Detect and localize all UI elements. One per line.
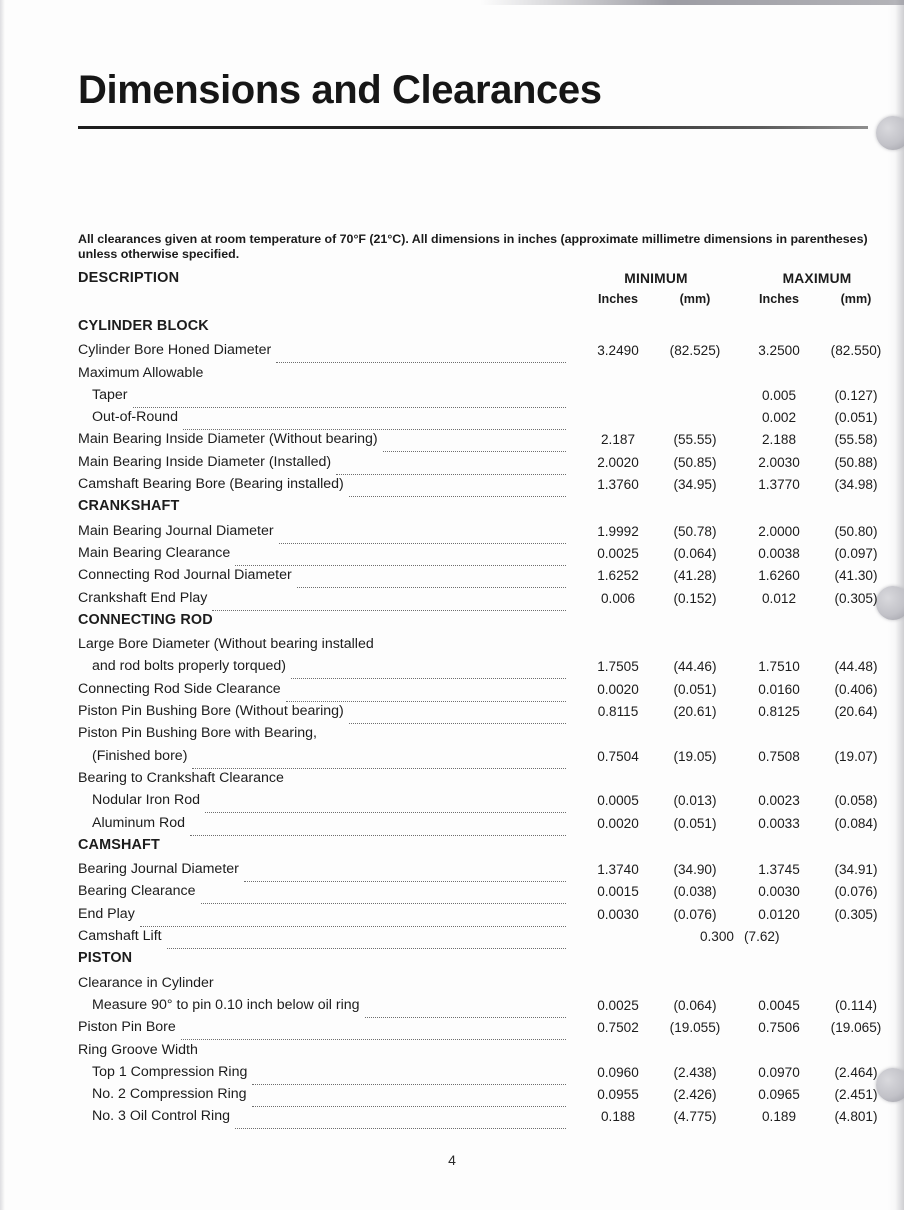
column-header-minimum: MINIMUM — [624, 271, 688, 286]
value-min-mm: (0.038) — [673, 884, 717, 900]
row-label: Bearing Journal Diameter — [78, 861, 239, 878]
value-min-inches: 2.0020 — [597, 454, 639, 470]
table-row — [78, 543, 878, 565]
table-section-heading: CAMSHAFT — [78, 836, 160, 853]
row-label: End Play — [78, 905, 135, 922]
value-max-inches: 0.012 — [761, 590, 797, 606]
value-max-inches: 1.3770 — [758, 477, 800, 493]
value-max-mm: (34.98) — [834, 477, 878, 493]
row-label: Camshaft Lift — [78, 928, 162, 945]
value-min-mm: (34.95) — [673, 477, 717, 493]
value-inches: 0.300 — [699, 929, 734, 945]
value-min-inches: 0.8115 — [597, 704, 639, 720]
value-min-inches: 0.0020 — [597, 681, 639, 697]
value-min-inches: 0.0020 — [597, 815, 639, 831]
value-max-inches: 0.0965 — [758, 1087, 800, 1103]
row-label: Cylinder Bore Honed Diameter — [78, 342, 272, 359]
value-max-mm: (34.91) — [834, 862, 878, 878]
value-max-inches: 0.0160 — [758, 681, 800, 697]
units-note: All clearances given at room temperature of 70°F (21°C). All dimensions in inches (approximate millimetre dimensions in parentheses) unless otherwise specified. — [78, 232, 868, 261]
value-max-mm: (41.30) — [834, 568, 878, 584]
column-header-min-mm: (mm) — [679, 292, 711, 306]
value-max-mm: (19.07) — [834, 748, 878, 764]
table-row — [78, 813, 878, 835]
table-row — [78, 1062, 878, 1084]
value-max-mm: (0.406) — [834, 681, 878, 697]
table-row — [78, 1084, 878, 1106]
binding-hole-mark — [876, 116, 904, 150]
value-max-mm: (50.80) — [834, 523, 878, 539]
row-label: Maximum Allowable — [78, 364, 204, 381]
table-row — [78, 521, 878, 543]
table-row — [78, 340, 882, 362]
table-row — [78, 679, 878, 701]
table-section-heading: PISTON — [78, 950, 133, 967]
value-min-inches: 0.188 — [600, 1109, 636, 1125]
value-max-inches: 0.0023 — [758, 793, 800, 809]
title-divider — [78, 126, 868, 129]
row-label: Measure 90° to pin 0.10 inch below oil ring — [92, 996, 360, 1013]
table-row — [78, 363, 871, 385]
table-row — [78, 701, 878, 723]
value-mm: (7.62) — [744, 929, 780, 945]
value-max-mm: (50.88) — [834, 454, 878, 470]
table-section-heading: CRANKSHAFT — [78, 498, 180, 515]
value-max-inches: 0.002 — [761, 410, 797, 426]
row-label: and rod bolts properly torqued) — [92, 658, 287, 675]
value-max-mm: (0.097) — [834, 545, 878, 561]
value-min-mm: (0.051) — [673, 815, 717, 831]
value-min-inches: 3.2490 — [597, 343, 639, 359]
value-max-mm: (2.451) — [834, 1087, 878, 1103]
value-max-mm: (0.305) — [834, 906, 878, 922]
table-row — [78, 1040, 871, 1062]
value-min-mm: (50.78) — [673, 523, 717, 539]
value-max-inches: 0.0030 — [758, 884, 800, 900]
value-max-mm: (0.305) — [834, 590, 878, 606]
value-max-mm: (0.084) — [834, 815, 878, 831]
value-max-inches: 1.3745 — [758, 862, 800, 878]
row-label: Camshaft Bearing Bore (Bearing installed) — [78, 476, 344, 493]
value-max-inches: 1.7510 — [758, 659, 800, 675]
row-label: No. 2 Compression Ring — [92, 1086, 247, 1103]
value-min-mm: (19.055) — [669, 1020, 721, 1036]
row-label: Aluminum Rod — [92, 814, 186, 831]
value-max-inches: 0.0045 — [758, 997, 800, 1013]
column-header-description: DESCRIPTION — [78, 270, 180, 286]
value-min-mm: (4.775) — [673, 1109, 717, 1125]
value-max-inches: 0.005 — [761, 387, 797, 403]
page-title: Dimensions and Clearances — [78, 68, 602, 112]
row-label: Piston Pin Bushing Bore (Without bearing) — [78, 703, 344, 720]
table-row — [78, 768, 871, 790]
value-min-mm: (41.28) — [673, 568, 717, 584]
value-min-inches: 0.0025 — [597, 997, 639, 1013]
table-section-heading: CONNECTING ROD — [78, 611, 213, 628]
table-row — [78, 723, 871, 745]
row-label: Connecting Rod Journal Diameter — [78, 567, 292, 584]
table-row — [78, 385, 878, 407]
row-label: Bearing to Crankshaft Clearance — [78, 769, 284, 786]
table-row — [78, 407, 878, 429]
value-min-mm: (0.013) — [673, 793, 717, 809]
value-min-mm: (55.55) — [673, 432, 717, 448]
value-min-mm: (82.525) — [669, 343, 721, 359]
value-max-mm: (0.076) — [834, 884, 878, 900]
value-min-inches: 1.6252 — [597, 568, 639, 584]
table-row — [78, 1106, 878, 1128]
value-max-mm: (19.065) — [830, 1020, 882, 1036]
value-max-inches: 2.188 — [761, 432, 797, 448]
value-max-mm: (55.58) — [834, 432, 878, 448]
table-row — [78, 859, 878, 881]
value-min-mm: (20.61) — [673, 704, 717, 720]
value-min-inches: 1.3760 — [597, 477, 639, 493]
value-max-inches: 2.0000 — [758, 523, 800, 539]
row-label: Bearing Clearance — [78, 883, 196, 900]
value-max-mm: (82.550) — [830, 343, 882, 359]
value-min-inches: 1.3740 — [597, 862, 639, 878]
value-min-inches: 0.7504 — [597, 748, 639, 764]
value-min-mm: (2.438) — [673, 1064, 717, 1080]
value-max-inches: 2.0030 — [758, 454, 800, 470]
table-row — [78, 429, 878, 451]
value-max-inches: 3.2500 — [758, 343, 800, 359]
value-max-inches: 0.8125 — [758, 704, 800, 720]
value-max-mm: (2.464) — [834, 1064, 878, 1080]
value-max-inches: 0.0038 — [758, 545, 800, 561]
table-body — [78, 316, 882, 1129]
value-min-inches: 1.9992 — [597, 523, 639, 539]
value-max-inches: 1.6260 — [758, 568, 800, 584]
page-number: 4 — [448, 1152, 456, 1168]
row-label: Clearance in Cylinder — [78, 974, 214, 991]
table-row — [78, 995, 878, 1017]
value-max-mm: (0.114) — [834, 997, 878, 1013]
row-label: Piston Pin Bushing Bore with Bearing, — [78, 725, 317, 742]
table-row — [78, 746, 878, 768]
value-min-mm: (0.152) — [673, 590, 717, 606]
table-row — [78, 790, 878, 812]
table-row — [78, 904, 878, 926]
row-label: Main Bearing Journal Diameter — [78, 522, 274, 539]
column-header-maximum: MAXIMUM — [782, 271, 852, 286]
value-min-inches: 0.0955 — [597, 1087, 639, 1103]
row-label: Main Bearing Clearance — [78, 544, 231, 561]
value-min-mm: (50.85) — [673, 454, 717, 470]
value-min-inches: 1.7505 — [597, 659, 639, 675]
row-label: Connecting Rod Side Clearance — [78, 680, 281, 697]
value-max-mm: (20.64) — [834, 704, 878, 720]
value-min-mm: (0.064) — [673, 545, 717, 561]
table-row — [78, 452, 878, 474]
value-max-inches: 0.7508 — [758, 748, 800, 764]
value-min-inches: 0.7502 — [597, 1020, 639, 1036]
row-label: No. 3 Oil Control Ring — [92, 1108, 230, 1125]
value-max-mm: (0.051) — [834, 410, 878, 426]
row-label: Ring Groove Width — [78, 1041, 198, 1058]
value-min-mm: (0.064) — [673, 997, 717, 1013]
value-min-inches: 0.0960 — [597, 1064, 639, 1080]
value-min-mm: (2.426) — [673, 1087, 717, 1103]
value-min-inches: 0.006 — [600, 590, 636, 606]
scan-edge-left — [0, 0, 5, 1210]
value-max-inches: 0.0970 — [758, 1064, 800, 1080]
value-max-inches: 0.0033 — [758, 815, 800, 831]
row-label: Nodular Iron Rod — [92, 792, 201, 809]
table-row — [78, 565, 878, 587]
value-min-inches: 0.0025 — [597, 545, 639, 561]
table-row — [78, 474, 878, 496]
table-row — [78, 926, 871, 948]
value-max-mm: (0.058) — [834, 793, 878, 809]
value-max-inches: 0.7506 — [758, 1020, 800, 1036]
table-row — [78, 634, 871, 656]
row-label: Crankshaft End Play — [78, 589, 208, 606]
row-label: Large Bore Diameter (Without bearing installed — [78, 636, 374, 653]
table-row — [78, 588, 878, 610]
row-label: Main Bearing Inside Diameter (Installed) — [78, 453, 332, 470]
value-min-mm: (44.46) — [673, 659, 717, 675]
row-label: (Finished bore) — [92, 747, 188, 764]
table-row — [78, 881, 878, 903]
value-min-mm: (19.05) — [673, 748, 717, 764]
value-max-mm: (0.127) — [834, 387, 878, 403]
value-min-mm: (0.051) — [673, 681, 717, 697]
value-min-inches: 0.0030 — [597, 906, 639, 922]
value-max-inches: 0.189 — [761, 1109, 797, 1125]
scan-edge-top — [480, 0, 904, 5]
table-section-heading: CYLINDER BLOCK — [78, 318, 209, 334]
row-label: Taper — [92, 386, 128, 403]
value-max-mm: (44.48) — [834, 659, 878, 675]
column-header-min-inches: Inches — [598, 292, 638, 306]
leader-dots — [235, 1119, 566, 1129]
value-max-mm: (4.801) — [834, 1109, 878, 1125]
table-row — [78, 973, 871, 995]
column-header-max-inches: Inches — [759, 292, 799, 306]
value-min-mm: (34.90) — [673, 862, 717, 878]
value-max-inches: 0.0120 — [758, 906, 800, 922]
column-header-max-mm: (mm) — [840, 292, 872, 306]
value-min-inches: 2.187 — [600, 432, 636, 448]
value-min-mm: (0.076) — [673, 906, 717, 922]
value-min-inches: 0.0015 — [597, 884, 639, 900]
row-label: Top 1 Compression Ring — [92, 1063, 248, 1080]
row-label: Out-of-Round — [92, 409, 178, 426]
table-row — [78, 656, 878, 678]
row-label: Main Bearing Inside Diameter (Without bearing) — [78, 431, 378, 448]
table-row — [78, 1017, 882, 1039]
row-label: Piston Pin Bore — [78, 1019, 176, 1036]
value-min-inches: 0.0005 — [597, 793, 639, 809]
